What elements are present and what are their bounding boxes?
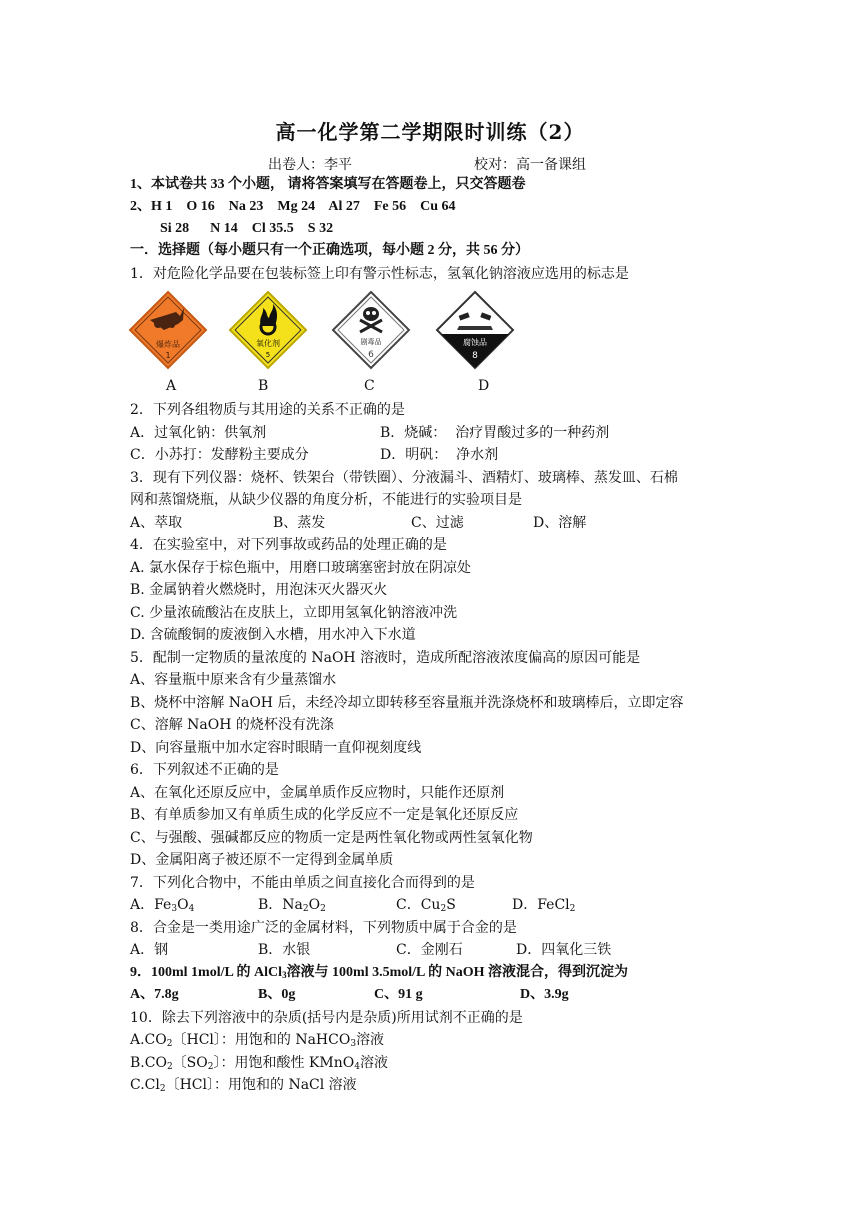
q6-option-b: B、有单质参加又有单质生成的化学反应不一定是氧化还原反应	[130, 807, 519, 823]
q3-option-d: D、溶解	[533, 515, 587, 531]
explosion-icon	[128, 290, 208, 370]
q9-stem: 9．100ml 1mol/L 的 AlCl$_3$溶液与 100ml 3.5mol/L 的 NaOH 溶液混合，得到沉淀为	[130, 965, 629, 980]
page-title: 高一化学第二学期限时训练（2）	[275, 120, 585, 144]
q3-option-c: C、过滤	[411, 515, 464, 531]
q8-option-a: A．钢	[130, 942, 169, 958]
q7-option-a: A．$Fe_3O_4$	[130, 897, 195, 914]
sign-b-num: 5	[265, 351, 271, 359]
q8-option-b: B．水银	[258, 942, 311, 958]
q10-option-b: $B.CO_2$〔$SO_2$〕：用饱和酸性 KMnO$_4$溶液	[130, 1055, 388, 1072]
q4-option-b: B. 金属钠着火燃烧时，用泡沫灭火器灭火	[130, 582, 388, 598]
q2-option-c: C．小苏打：发酵粉主要成分	[130, 447, 309, 463]
author: 出卷人：李平	[268, 157, 352, 173]
q2-option-b: B．烧碱： 治疗胃酸过多的一种药剂	[380, 425, 610, 441]
note-2b: Si 28 N 14 Cl 35.5 S 32	[160, 221, 334, 236]
q10-option-c: $C.Cl_2$〔HCl〕：用饱和的 NaCl 溶液	[130, 1077, 357, 1094]
q3-option-a: A、萃取	[130, 515, 183, 531]
q9-option-d: D、3.9g	[520, 987, 569, 1002]
q8-option-d: D．四氧化三铁	[516, 942, 612, 958]
q7-option-c: C．$Cu_2S$	[396, 897, 456, 914]
sign-d-num: 8	[472, 351, 478, 361]
sign-c-num: 6	[368, 350, 374, 360]
q9-option-c: C、91 g	[374, 987, 423, 1002]
q1-stem: 1．对危险化学品要在包装标签上印有警示性标志，氢氧化钠溶液应选用的标志是	[130, 266, 629, 282]
q6-option-c: C、与强酸、强碱都反应的物质一定是两性氧化物或两性氢氧化物	[130, 830, 533, 846]
q9-option-a: A、7.8g	[130, 987, 179, 1002]
q2-stem: 2．下列各组物质与其用途的关系不正确的是	[130, 402, 405, 418]
author-line	[268, 154, 586, 174]
q5-option-b: B、烧杯中溶解 NaOH 后，未经冷却立即转移至容量瓶并洗涤烧杯和玻璃棒后，立即定容	[130, 695, 684, 711]
sign-letter-c: C	[364, 378, 375, 394]
q3-stem-2: 网和蒸馏烧瓶，从缺少仪器的角度分析，不能进行的实验项目是	[130, 492, 522, 508]
q10-option-a: $A.CO_2$〔HCl〕：用饱和的 NaHCO$_3$溶液	[130, 1032, 385, 1049]
q4-option-a: A. 氯水保存于棕色瓶中，用磨口玻璃塞密封放在阴凉处	[130, 560, 472, 576]
q9-option-b: B、0g	[258, 987, 296, 1002]
hazard-signs	[128, 290, 528, 370]
q7-stem: 7．下列化合物中，不能由单质之间直接化合而得到的是	[130, 875, 475, 891]
sign-a-label: 爆炸品	[156, 340, 180, 349]
flame-over-circle-icon	[228, 290, 308, 370]
section-heading: 一．选择题（每小题只有一个正确选项，每小题 2 分，共 56 分）	[130, 243, 529, 258]
q6-option-a: A、在氧化还原反应中，金属单质作反应物时，只能作还原剂	[130, 785, 505, 801]
sign-b-label: 氧化剂	[256, 339, 280, 348]
q4-option-d: D. 含硫酸铜的废液倒入水槽，用水冲入下水道	[130, 627, 416, 643]
q3-option-b: B、蒸发	[273, 515, 326, 531]
q2-option-a: A．过氧化钠：供氧剂	[130, 425, 267, 441]
q5-stem: 5．配制一定物质的量浓度的 NaOH 溶液时，造成所配溶液浓度偏高的原因可能是	[130, 650, 641, 666]
q8-stem: 8．合金是一类用途广泛的金属材料，下列物质中属于合金的是	[130, 920, 517, 936]
sign-c-label: 剧毒品	[360, 338, 382, 346]
note-2: 2、H 1 O 16 Na 23 Mg 24 Al 27 Fe 56 Cu 64	[130, 199, 456, 214]
sign-d-label: 腐蚀品	[463, 338, 487, 347]
skull-crossbones-icon	[331, 290, 411, 370]
q7-option-d: D．FeCl$_2$	[512, 897, 576, 914]
sign-letter-d: D	[478, 378, 490, 394]
q6-option-d: D、金属阳离子被还原不一定得到金属单质	[130, 852, 394, 868]
q5-option-a: A、容量瓶中原来含有少量蒸馏水	[130, 672, 337, 688]
q4-stem: 4．在实验室中，对下列事故或药品的处理正确的是	[130, 537, 447, 553]
q10-stem: 10．除去下列溶液中的杂质(括号内是杂质)所用试剂不正确的是	[130, 1010, 523, 1026]
sign-a-num: 1	[165, 351, 171, 360]
q8-option-c: C．金刚石	[396, 942, 463, 958]
q7-option-b: B．$Na_2O_2$	[258, 897, 326, 914]
reviewer: 校对：高一备课组	[474, 157, 586, 173]
q2-option-d: D．明矾： 净水剂	[380, 447, 499, 463]
corrosion-icon	[435, 290, 515, 370]
q5-option-c: C、溶解 NaOH 的烧杯没有洗涤	[130, 717, 334, 733]
note-1: 1、本试卷共 33 个小题， 请将答案填写在答题卷上，只交答题卷	[130, 177, 526, 192]
sign-letter-a: A	[166, 378, 177, 394]
q3-stem-1: 3．现有下列仪器：烧杯、铁架台（带铁圈）、分液漏斗、酒精灯、玻璃棒、蒸发皿、石棉	[130, 470, 678, 486]
q5-option-d: D、向容量瓶中加水定容时眼睛一直仰视刻度线	[130, 740, 422, 756]
q4-option-c: C. 少量浓硫酸沾在皮肤上，立即用氢氧化钠溶液冲洗	[130, 605, 458, 621]
sign-letter-b: B	[258, 378, 269, 394]
q6-stem: 6．下列叙述不正确的是	[130, 762, 279, 778]
